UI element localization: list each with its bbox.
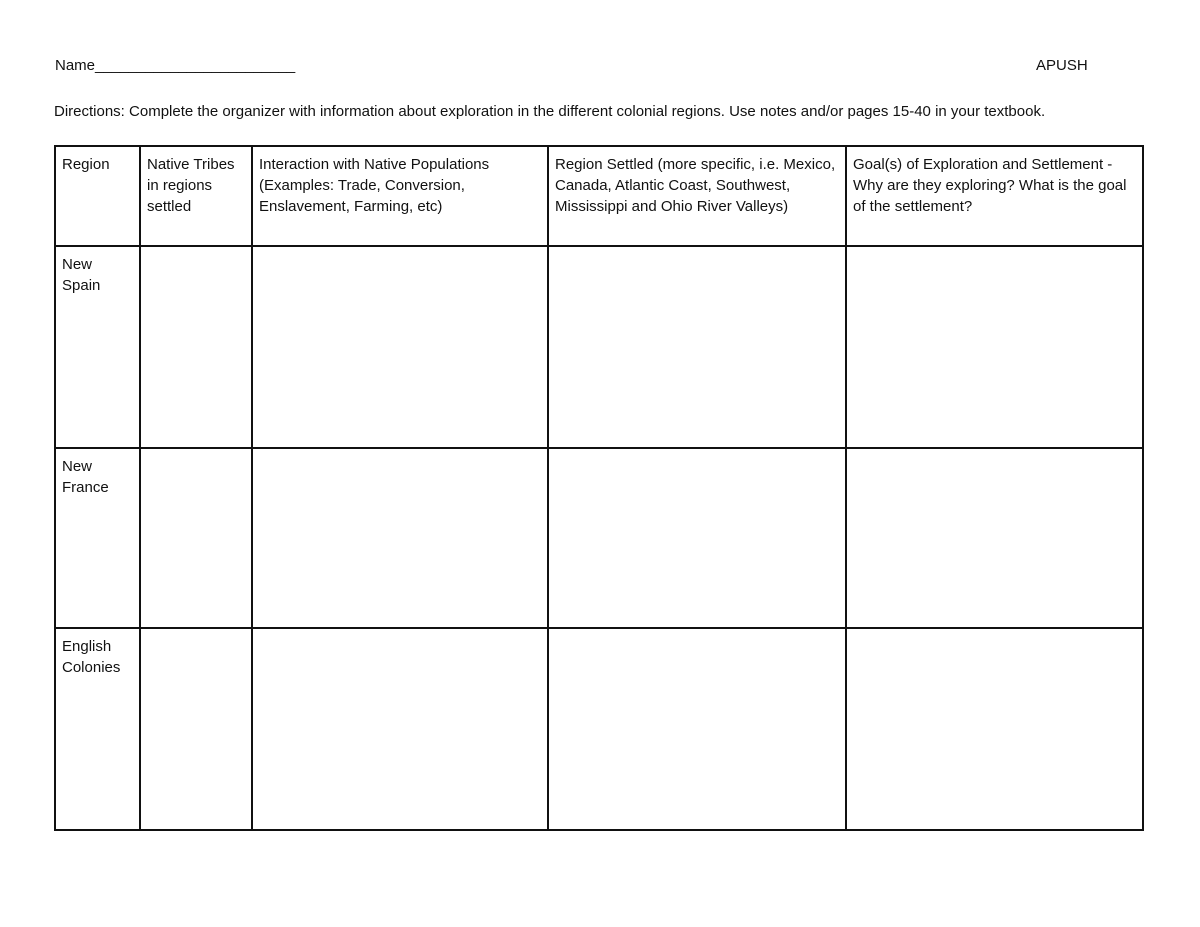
goals-cell[interactable]	[846, 628, 1143, 830]
interaction-cell[interactable]	[252, 628, 548, 830]
column-header-goals: Goal(s) of Exploration and Settlement -Why are they exploring? What is the goal of the settlement?	[846, 146, 1143, 246]
interaction-cell[interactable]	[252, 246, 548, 448]
native-tribes-cell[interactable]	[140, 246, 252, 448]
name-blank-line[interactable]: ________________________	[95, 57, 296, 74]
table-row	[55, 628, 1143, 830]
column-header-region: Region	[55, 146, 140, 246]
table-row	[55, 448, 1143, 628]
native-tribes-cell[interactable]	[140, 628, 252, 830]
name-field	[55, 57, 295, 75]
region-settled-cell[interactable]	[548, 448, 846, 628]
goals-cell[interactable]	[846, 448, 1143, 628]
region-cell: New France	[55, 448, 140, 628]
region-cell: New Spain	[55, 246, 140, 448]
directions-text: Directions: Complete the organizer with information about exploration in the different colonial regions. Use notes and/or pages 15-40 in your textbook.	[54, 103, 1046, 120]
table-row	[55, 246, 1143, 448]
region-settled-cell[interactable]	[548, 246, 846, 448]
goals-cell[interactable]	[846, 246, 1143, 448]
interaction-cell[interactable]	[252, 448, 548, 628]
column-header-interaction: Interaction with Native Populations (Examples: Trade, Conversion, Enslavement, Farming, etc)	[252, 146, 548, 246]
region-cell: English Colonies	[55, 628, 140, 830]
column-header-native-tribes: Native Tribes in regions settled	[140, 146, 252, 246]
native-tribes-cell[interactable]	[140, 448, 252, 628]
name-label: Name	[55, 57, 96, 74]
organizer-table	[54, 145, 1144, 831]
region-settled-cell[interactable]	[548, 628, 846, 830]
course-label: APUSH	[1036, 57, 1088, 74]
table-header-row	[55, 146, 1143, 246]
column-header-region-settled: Region Settled (more specific, i.e. Mexico, Canada, Atlantic Coast, Southwest, Mississippi and Ohio River Valleys)	[548, 146, 846, 246]
